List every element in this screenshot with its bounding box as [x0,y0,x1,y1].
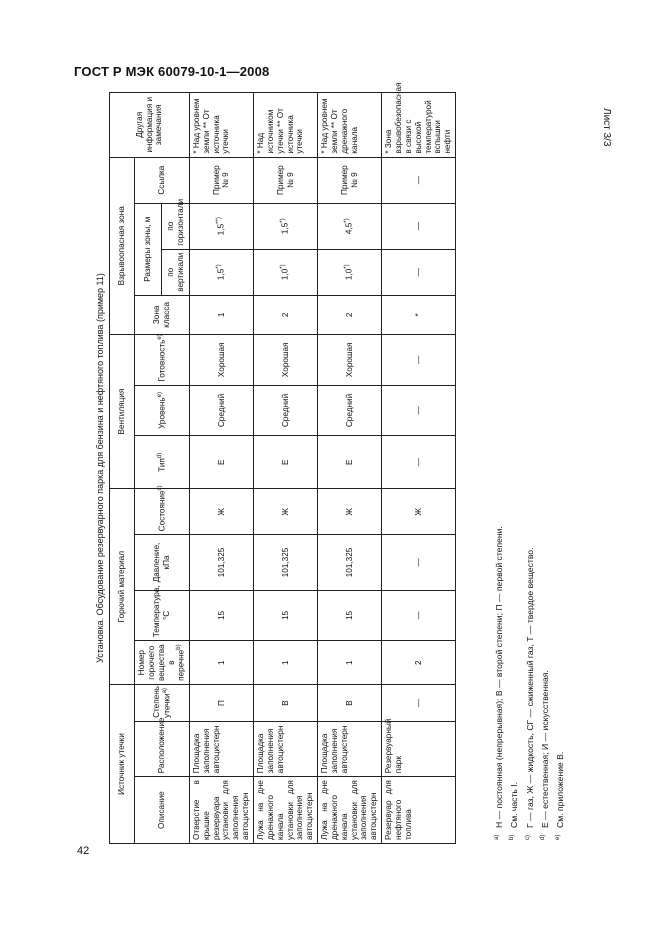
cell-state: Ж [318,489,382,535]
footnote-b: $^{b)}$См. часть I. [509,781,520,840]
cell-pressure: — [382,535,456,590]
cell-location: Площадка заполнения автоцистерн [254,721,318,776]
document-title: ГОСТ Р МЭК 60079-10-1—2008 [74,64,270,79]
group-material: Горючий материал [110,489,135,685]
col-grade: Степень утечки$^{a)}$ [135,685,190,722]
cell-vertical: 1,0*) [254,249,318,295]
footnote-a: $^{a)}$Н — постоянная (непрерывная); В — второй степени; П — первой степени. [493,526,504,840]
col-zone-class: Зона класса [135,295,190,334]
col-location: Расположение [135,721,190,776]
cell-material-no: 1 [189,641,253,685]
cell-horizontal: 1,5**) [189,203,253,249]
col-horizontal: по горизонтали [162,203,189,249]
cell-description: Лужа на дне дренажного канала установки для заполнения автоцистерн [318,777,382,844]
col-vertical: по вертикали [162,249,189,295]
cell-description: Резервуар для нефтяного топлива [382,777,456,844]
cell-reference: Пример № 9 [318,157,382,203]
leak-source-table [109,82,456,844]
cell-horizontal: 4,5*) [318,203,382,249]
cell-state: Ж [382,489,456,535]
table-row [254,93,318,844]
cell-vent-avail: Хорошая [318,334,382,385]
cell-vent-level: Средний [254,385,318,436]
cell-vertical: — [382,249,456,295]
group-ventilation: Вентиляция [110,334,135,488]
col-state: Состояние$^{c)}$ [135,489,190,535]
cell-vent-avail: Хорошая [189,334,253,385]
cell-temperature: — [382,590,456,641]
cell-other: * Над источником утечки ** От источника утечки [254,93,318,158]
table-row [382,93,456,844]
col-vent-type: Тип$^{d)}$ [135,436,190,489]
cell-description: Лужа на дне дренажного канала установки для заполнения автоцистерн [254,777,318,844]
cell-material-no: 2 [382,641,456,685]
cell-vertical: 1,0*) [318,249,382,295]
col-vent-level: Уровень$^{e)}$ [135,385,190,436]
cell-other: * Над уровнем земли ** От дренажного канала [318,93,382,158]
page-number: 42 [77,845,90,857]
footnote-c: $^{c)}$Г — газ, Ж — жидкость, СГ — сжиженный газ, Т — твердое вещество. [524,547,535,840]
cell-location: Площадка заполнения автоцистерн [318,721,382,776]
cell-vertical: 1,5*) [189,249,253,295]
cell-material-no: 1 [318,641,382,685]
cell-vent-type: Е [189,436,253,489]
group-other: Другая информация и замечания [110,93,190,158]
cell-vent-avail: — [382,334,456,385]
cell-zone-class: 1 [189,295,253,334]
cell-grade: — [382,685,456,722]
cell-vent-type: — [382,436,456,489]
cell-vent-level: Средний [189,385,253,436]
cell-vent-level: Средний [318,385,382,436]
cell-reference: — [382,157,456,203]
cell-description: Отверстие в крышке резервуара установки для заполнения автоцистерн [189,777,253,844]
cell-other: * Над уровнем земли ** От источника утечки [189,93,253,158]
table-row [189,93,253,844]
cell-zone-class: * [382,295,456,334]
cell-state: Ж [254,489,318,535]
cell-vent-type: Е [254,436,318,489]
cell-pressure: 101,325 [189,535,253,590]
cell-other: * Зона взрывобезопасная в связи с высокой температурой вспышки нефти [382,93,456,158]
cell-reference: Пример № 9 [254,157,318,203]
cell-location: Площадка заполнения автоцистерн [189,721,253,776]
footnote-d: $^{d)}$Е — естественная; И — искусственная. [539,670,550,840]
cell-temperature: 15 [189,590,253,641]
cell-material-no: 1 [254,641,318,685]
group-zone-sizes: Размеры зоны, м [135,203,162,295]
cell-location: Резервуарный парк [382,721,456,776]
cell-grade: П [189,685,253,722]
cell-vent-type: Е [318,436,382,489]
cell-horizontal: 1,5*) [254,203,318,249]
rotated-table-block [93,82,593,844]
cell-temperature: 15 [318,590,382,641]
sheet-label: Лист 3/3 [601,108,612,147]
col-description: Описание [135,777,190,844]
cell-reference: Пример № 9 [189,157,253,203]
cell-pressure: 101,325 [318,535,382,590]
cell-temperature: 15 [254,590,318,641]
col-material-no: Номер горючего вещества в перечне$^{b)}$ [135,641,190,685]
col-reference: Ссылка [135,157,190,203]
cell-zone-class: 2 [254,295,318,334]
group-zone: Взрывоопасная зона [110,157,135,334]
cell-grade: В [254,685,318,722]
footnotes [491,100,567,840]
cell-grade: В [318,685,382,722]
cell-pressure: 101,325 [254,535,318,590]
cell-horizontal: — [382,203,456,249]
cell-vent-avail: Хорошая [254,334,318,385]
group-leak-sources: Источник утечки [110,685,135,844]
cell-vent-level: — [382,385,456,436]
col-pressure: Давление, кПа [135,535,190,590]
cell-state: Ж [189,489,253,535]
cell-zone-class: 2 [318,295,382,334]
col-vent-avail: Готовность$^{e)}$ [135,334,190,385]
table-caption: Установка. Обсудование резервуарного парка для бензина и нефтяного топлива (пример 11) [95,273,105,663]
table-row [318,93,382,844]
footnote-e: $^{e)}$См. приложение В. [554,751,565,840]
col-temperature: Температура, °С [135,590,190,641]
